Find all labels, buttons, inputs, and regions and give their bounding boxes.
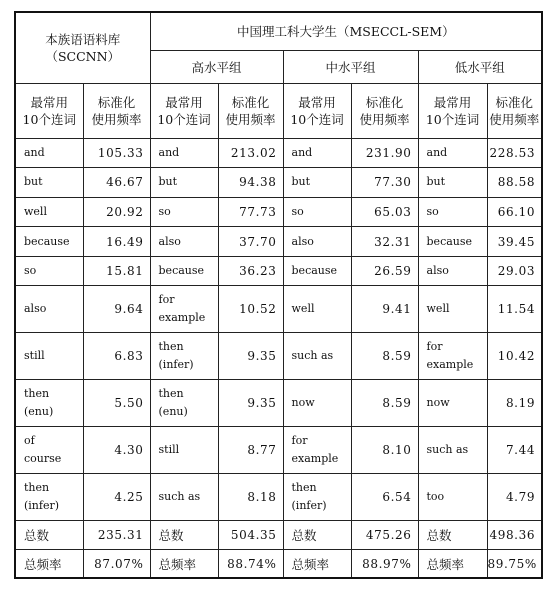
connector-word-line: then <box>291 481 317 495</box>
frequency-value-cell: 4.25 <box>83 474 150 521</box>
connector-word-line: (infer) <box>24 499 60 513</box>
column-header-word <box>283 83 351 138</box>
total-row-value: 504.35 <box>218 521 283 550</box>
connector-word-line: because <box>426 234 473 248</box>
connector-word-cell <box>150 474 218 521</box>
connector-word-cell <box>418 474 487 521</box>
connector-word-cell <box>418 333 487 380</box>
total-row-value: 475.26 <box>351 521 418 550</box>
frequency-value-cell: 11.54 <box>487 286 542 333</box>
table-container <box>14 11 543 579</box>
connector-word-line: because <box>291 264 338 278</box>
frequency-value-cell: 77.73 <box>218 197 283 227</box>
column-header-word <box>150 83 218 138</box>
table-row <box>15 256 542 286</box>
connector-word-line: example <box>158 311 206 325</box>
total-row-value: 498.36 <box>487 521 542 550</box>
frequency-value-cell: 213.02 <box>218 138 283 168</box>
column-header-frequency-line: 使用频率 <box>91 111 142 127</box>
connector-word-line: example <box>291 452 339 466</box>
column-header-word-line: 10个连词 <box>290 111 344 127</box>
column-header-frequency-line: 标准化 <box>97 94 136 110</box>
connector-word-cell <box>15 197 83 227</box>
connector-word-cell <box>418 138 487 168</box>
connector-word-line: but <box>158 175 178 189</box>
column-header-row <box>15 83 542 138</box>
connector-word-line: then <box>158 387 184 401</box>
corpus-header-name: 本族语语料库 <box>45 31 121 47</box>
connector-word-cell <box>283 286 351 333</box>
frequency-value-cell: 8.59 <box>351 380 418 427</box>
table-row <box>15 427 542 474</box>
connector-word-line: well <box>291 302 315 316</box>
connector-word-cell <box>15 168 83 198</box>
frequency-value-cell: 32.31 <box>351 227 418 257</box>
connector-word-line: still <box>24 349 45 363</box>
table-row <box>15 333 542 380</box>
connector-word-line: but <box>291 175 311 189</box>
connector-word-line: well <box>426 302 450 316</box>
column-header-frequency <box>218 83 283 138</box>
connector-word-line: because <box>158 264 205 278</box>
connector-word-cell <box>418 427 487 474</box>
connector-word-cell <box>150 227 218 257</box>
connector-word-line: example <box>426 358 474 372</box>
frequency-value-cell: 46.67 <box>83 168 150 198</box>
frequency-value-cell: 4.79 <box>487 474 542 521</box>
connector-word-cell <box>283 227 351 257</box>
level-header-mid: 中水平组 <box>283 50 418 83</box>
column-header-word <box>418 83 487 138</box>
connector-word-cell <box>418 286 487 333</box>
connector-word-cell <box>150 333 218 380</box>
connector-word-cell <box>15 333 83 380</box>
connector-word-cell <box>15 227 83 257</box>
connector-word-line: also <box>158 234 181 248</box>
connector-word-cell <box>283 197 351 227</box>
percent-row-value: 88.97% <box>351 550 418 578</box>
column-header-frequency <box>487 83 542 138</box>
frequency-value-cell: 77.30 <box>351 168 418 198</box>
percent-row <box>15 550 542 578</box>
column-header-word-line: 最常用 <box>298 94 336 110</box>
total-row <box>15 521 542 550</box>
connector-word-cell <box>150 286 218 333</box>
connector-word-cell <box>150 197 218 227</box>
total-row-label: 总数 <box>150 521 218 550</box>
column-header-word-line: 最常用 <box>433 94 472 110</box>
connector-word-line: well <box>24 204 47 218</box>
column-header-frequency <box>351 83 418 138</box>
column-header-word-line: 10个连词 <box>157 111 211 127</box>
frequency-value-cell: 36.23 <box>218 256 283 286</box>
connector-word-line: for <box>291 434 308 448</box>
connector-word-line: for <box>158 293 175 307</box>
total-row-value: 235.31 <box>83 521 150 550</box>
connector-word-line: also <box>291 234 314 248</box>
connector-word-cell <box>15 427 83 474</box>
frequency-value-cell: 88.58 <box>487 168 542 198</box>
frequency-value-cell: 6.83 <box>83 333 150 380</box>
percent-row-value: 88.74% <box>218 550 283 578</box>
frequency-value-cell: 15.81 <box>83 256 150 286</box>
connector-word-cell <box>15 138 83 168</box>
frequency-value-cell: 9.64 <box>83 286 150 333</box>
frequency-value-cell: 37.70 <box>218 227 283 257</box>
column-header-frequency-line: 使用频率 <box>489 111 540 127</box>
connector-word-line: such as <box>291 349 334 363</box>
percent-row-label: 总频率 <box>15 550 83 578</box>
connector-word-cell <box>15 286 83 333</box>
table-row <box>15 474 542 521</box>
connector-word-line: also <box>24 302 47 316</box>
frequency-value-cell: 8.59 <box>351 333 418 380</box>
total-row-label: 总数 <box>15 521 83 550</box>
connector-word-line: and <box>426 145 448 159</box>
connector-word-cell <box>15 380 83 427</box>
percent-row-label: 总频率 <box>150 550 218 578</box>
percent-row-label: 总频率 <box>418 550 487 578</box>
column-header-frequency-line: 标准化 <box>231 94 270 110</box>
connector-word-line: and <box>291 145 313 159</box>
frequency-value-cell: 39.45 <box>487 227 542 257</box>
connector-word-cell <box>418 380 487 427</box>
frequency-value-cell: 228.53 <box>487 138 542 168</box>
percent-row-value: 87.07% <box>83 550 150 578</box>
table-row <box>15 168 542 198</box>
connector-word-line: then <box>24 481 50 495</box>
corpus-header-code: （SCCNN） <box>45 48 121 64</box>
frequency-value-cell: 5.50 <box>83 380 150 427</box>
frequency-value-cell: 8.77 <box>218 427 283 474</box>
frequency-value-cell: 8.19 <box>487 380 542 427</box>
table-row <box>15 286 542 333</box>
connector-word-line: so <box>291 204 304 218</box>
connector-word-cell <box>150 138 218 168</box>
frequency-value-cell: 10.52 <box>218 286 283 333</box>
frequency-value-cell: 9.35 <box>218 380 283 427</box>
table-row <box>15 380 542 427</box>
total-row-label: 总数 <box>283 521 351 550</box>
connector-word-cell <box>418 168 487 198</box>
connector-word-line: so <box>426 204 439 218</box>
connector-word-line: course <box>24 452 62 466</box>
connector-word-line: because <box>24 234 70 248</box>
column-header-frequency-line: 标准化 <box>495 94 534 110</box>
group-header: 中国理工科大学生（MSECCL-SEM） <box>150 12 542 50</box>
connector-word-line: now <box>291 396 315 410</box>
frequency-value-cell: 8.18 <box>218 474 283 521</box>
column-header-word <box>15 83 83 138</box>
connector-frequency-table <box>14 11 543 579</box>
header-row-1 <box>15 12 542 50</box>
connector-word-cell <box>418 197 487 227</box>
connector-word-cell <box>283 380 351 427</box>
connector-word-cell <box>283 138 351 168</box>
connector-word-line: (enu) <box>158 405 188 419</box>
connector-word-line: but <box>24 175 43 189</box>
connector-word-cell <box>418 227 487 257</box>
frequency-value-cell: 29.03 <box>487 256 542 286</box>
connector-word-line: too <box>426 490 445 504</box>
connector-word-line: then <box>158 340 184 354</box>
frequency-value-cell: 26.59 <box>351 256 418 286</box>
column-header-frequency-line: 使用频率 <box>225 111 276 127</box>
frequency-value-cell: 7.44 <box>487 427 542 474</box>
connector-word-line: and <box>24 145 45 159</box>
percent-row-value: 89.75% <box>487 550 542 578</box>
frequency-value-cell: 10.42 <box>487 333 542 380</box>
column-header-frequency-line: 使用频率 <box>359 111 410 127</box>
frequency-value-cell: 16.49 <box>83 227 150 257</box>
connector-word-cell <box>283 427 351 474</box>
frequency-value-cell: 6.54 <box>351 474 418 521</box>
frequency-value-cell: 9.35 <box>218 333 283 380</box>
connector-word-cell <box>150 427 218 474</box>
connector-word-line: such as <box>426 443 469 457</box>
connector-word-cell <box>418 256 487 286</box>
connector-word-cell <box>283 333 351 380</box>
level-header-low: 低水平组 <box>418 50 542 83</box>
connector-word-line: and <box>158 145 180 159</box>
level-header-high: 高水平组 <box>150 50 283 83</box>
column-header-word-line: 最常用 <box>30 94 68 110</box>
percent-row-label: 总频率 <box>283 550 351 578</box>
column-header-frequency <box>83 83 150 138</box>
connector-word-cell <box>15 256 83 286</box>
connector-word-cell <box>283 168 351 198</box>
connector-word-line: so <box>24 264 37 278</box>
table-row <box>15 197 542 227</box>
column-header-word-line: 10个连词 <box>22 111 76 127</box>
connector-word-line: (enu) <box>24 405 54 419</box>
column-header-word-line: 10个连词 <box>425 111 480 127</box>
connector-word-cell <box>15 474 83 521</box>
connector-word-cell <box>150 168 218 198</box>
frequency-value-cell: 20.92 <box>83 197 150 227</box>
frequency-value-cell: 9.41 <box>351 286 418 333</box>
connector-word-line: (infer) <box>291 499 327 513</box>
connector-word-line: for <box>426 340 443 354</box>
frequency-value-cell: 8.10 <box>351 427 418 474</box>
total-row-label: 总数 <box>418 521 487 550</box>
connector-word-line: still <box>158 443 180 457</box>
connector-word-line: now <box>426 396 450 410</box>
connector-word-line: but <box>426 175 446 189</box>
frequency-value-cell: 4.30 <box>83 427 150 474</box>
column-header-frequency-line: 标准化 <box>365 94 404 110</box>
connector-word-cell <box>283 256 351 286</box>
connector-word-line: (infer) <box>158 358 194 372</box>
table-row <box>15 138 542 168</box>
frequency-value-cell: 94.38 <box>218 168 283 198</box>
connector-word-line: of <box>24 434 35 448</box>
connector-word-cell <box>283 474 351 521</box>
connector-word-cell <box>150 256 218 286</box>
connector-word-line: so <box>158 204 171 218</box>
frequency-value-cell: 66.10 <box>487 197 542 227</box>
connector-word-line: such as <box>158 490 201 504</box>
connector-word-line: then <box>24 387 50 401</box>
frequency-value-cell: 231.90 <box>351 138 418 168</box>
table-row <box>15 227 542 257</box>
frequency-value-cell: 65.03 <box>351 197 418 227</box>
corpus-header-sccnn <box>15 12 150 83</box>
frequency-value-cell: 105.33 <box>83 138 150 168</box>
connector-word-cell <box>150 380 218 427</box>
column-header-word-line: 最常用 <box>165 94 203 110</box>
connector-word-line: also <box>426 264 449 278</box>
